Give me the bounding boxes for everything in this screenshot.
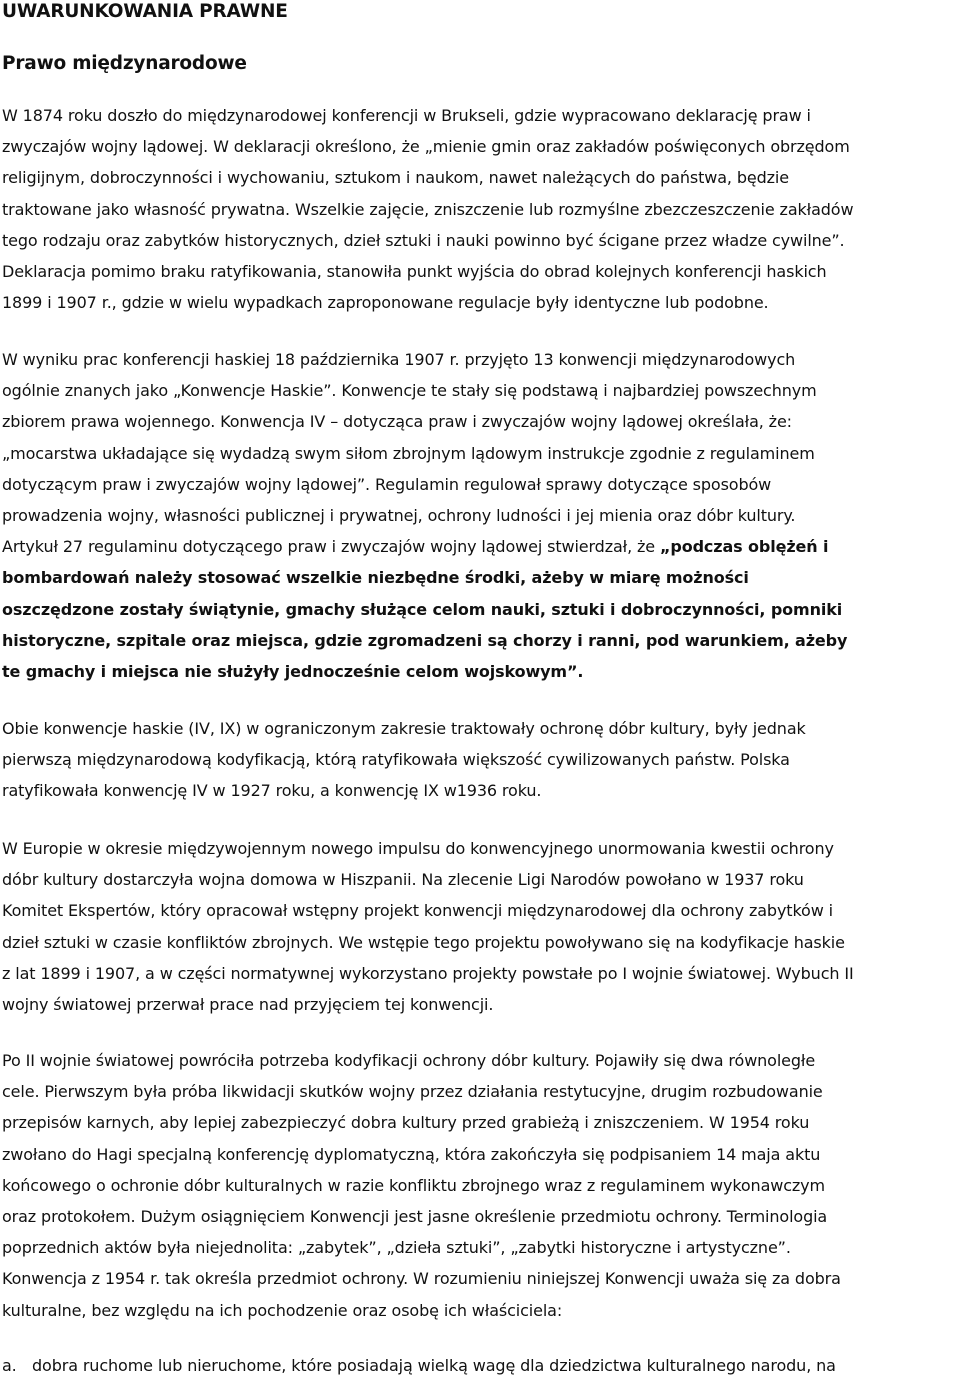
paragraph-interwar-europe bbox=[2, 833, 854, 1020]
paragraph-hague-ratification bbox=[2, 713, 806, 807]
text-line: poprzednich aktów była niejednolita: „zabytek”, „dzieła sztuki”, „zabytki historyczne i artystyczne”. bbox=[2, 1238, 791, 1258]
text-line: traktowane jako własność prywatna. Wszelkie zajęcie, zniszczenie lub rozmyślne zbezczeszczenie zakładów bbox=[2, 199, 854, 219]
bold-quote-line: te gmachy i miejsca nie służyły jednocześnie celom wojskowym”. bbox=[2, 662, 584, 682]
text-line: ogólnie znanych jako „Konwencje Haskie”. Konwencje te stały się podstawą i najbardziej powszechnym bbox=[2, 381, 817, 401]
text-line: ratyfikowała konwencję IV w 1927 roku, a konwencję IX w1936 roku. bbox=[2, 781, 542, 801]
text-line: kulturalne, bez względu na ich pochodzenie oraz osobę ich właściciela: bbox=[2, 1300, 563, 1320]
list-item bbox=[2, 1352, 836, 1380]
paragraph-brussels-declaration bbox=[2, 100, 853, 318]
page-title: UWARUNKOWANIA PRAWNE bbox=[2, 1, 288, 22]
text-line: tego rodzaju oraz zabytków historycznych, dzieł sztuki i nauki powinno być ścigane przez władze cywilne”. bbox=[2, 230, 845, 250]
text-line: Deklaracja pomimo braku ratyfikowania, stanowiła punkt wyjścia do obrad kolejnych konferencji haskich bbox=[2, 262, 827, 282]
bold-quote-start: „podczas oblężeń i bbox=[660, 537, 829, 557]
list-marker: a. bbox=[2, 1356, 17, 1375]
text-line: „mocarstwa układające się wydadzą swym siłom zbrojnym lądowym instrukcje zgodnie z regulaminem bbox=[2, 443, 815, 463]
text-line: W Europie w okresie międzywojennym nowego impulsu do konwencyjnego unormowania kwestii ochrony bbox=[2, 839, 834, 858]
text-line: dotyczącym praw i zwyczajów wojny lądowej”. Regulamin regulował sprawy dotyczące sposobów bbox=[2, 474, 772, 494]
text-line: oraz protokołem. Dużym osiągnięciem Konwencji jest jasne określenie przedmiotu ochrony. Terminologia bbox=[2, 1207, 828, 1227]
paragraph-hague-conventions bbox=[2, 344, 847, 687]
text-line: zwołano do Hagi specjalną konferencję dyplomatyczną, która zakończyła się podpisaniem 14 maja aktu bbox=[2, 1144, 821, 1164]
text-line: przepisów karnych, aby lepiej zabezpieczyć dobra kultury przed grabieżą i zniszczeniem. W 1954 roku bbox=[2, 1113, 810, 1133]
text-line: Komitet Ekspertów, który opracował wstępny projekt konwencji międzynarodowej dla ochrony zabytków i bbox=[2, 901, 833, 921]
text-line: dzieł sztuki w czasie konfliktów zbrojnych. We wstępie tego projektu powoływano się na kodyfikacje haskie bbox=[2, 932, 845, 952]
text-line: W 1874 roku doszło do międzynarodowej konferencji w Brukseli, gdzie wypracowano deklarację praw i bbox=[2, 106, 811, 125]
text-line: z lat 1899 i 1907, a w części normatywnej wykorzystano projekty powstałe po I wojnie światowej. Wybuch II bbox=[2, 963, 854, 983]
text-line: cele. Pierwszym była próba likwidacji skutków wojny przez działania restytucyjne, drugim rozbudowanie bbox=[2, 1082, 823, 1102]
text-run: Artykuł 27 regulaminu dotyczącego praw i zwyczajów wojny lądowej stwierdzał, że bbox=[2, 537, 660, 557]
bold-quote-line: bombardowań należy stosować wszelkie niezbędne środki, ażeby w miarę możności bbox=[2, 568, 749, 588]
text-line: prowadzenia wojny, własności publicznej i prywatnej, ochrony ludności i jej mienia oraz dóbr kultury. bbox=[2, 506, 796, 526]
text-line: Konwencja z 1954 r. tak określa przedmiot ochrony. W rozumieniu niniejszej Konwencji uważa się za dobra bbox=[2, 1269, 841, 1289]
text-line: Obie konwencje haskie (IV, IX) w ograniczonym zakresie traktowały ochronę dóbr kultury, były jednak bbox=[2, 719, 806, 738]
text-line: dóbr kultury dostarczyła wojna domowa w Hiszpanii. Na zlecenie Ligi Narodów powołano w 1937 roku bbox=[2, 870, 804, 890]
text-line: wojny światowej przerwał prace nad przyjęciem tej konwencji. bbox=[2, 995, 494, 1015]
section-title: Prawo międzynarodowe bbox=[2, 53, 247, 74]
text-line: pierwszą międzynarodową kodyfikacją, którą ratyfikowała większość cywilizowanych państw. Polska bbox=[2, 750, 790, 770]
text-line: zbiorem prawa wojennego. Konwencja IV – dotycząca praw i zwyczajów wojny lądowej określała, że: bbox=[2, 412, 792, 432]
list-item-text: dobra ruchome lub nieruchome, które posiadają wielką wagę dla dziedzictwa kulturalnego narodu, na bbox=[32, 1356, 836, 1375]
bold-quote-line: oszczędzone zostały świątynie, gmachy służące celom nauki, sztuki i dobroczynności, pomniki bbox=[2, 599, 843, 619]
bold-quote-line: historyczne, szpitale oraz miejsca, gdzie zgromadzeni są chorzy i ranni, pod warunkiem, ażeby bbox=[2, 630, 848, 650]
text-line: W wyniku prac konferencji haskiej 18 października 1907 r. przyjęto 13 konwencji międzynarodowych bbox=[2, 350, 796, 369]
mixed-text-line bbox=[2, 531, 847, 562]
text-line: zwyczajów wojny lądowej. W deklaracji określono, że „mienie gmin oraz zakładów poświęconych obrzędom bbox=[2, 137, 850, 157]
text-line: końcowego o ochronie dóbr kulturalnych w razie konfliktu zbrojnego wraz z regulaminem wykonawczym bbox=[2, 1175, 826, 1195]
text-line: 1899 i 1907 r., gdzie w wielu wypadkach zaproponowane regulacje były identyczne lub podobne. bbox=[2, 293, 769, 313]
paragraph-post-war-convention bbox=[2, 1045, 841, 1326]
text-line: Po II wojnie światowej powróciła potrzeba kodyfikacji ochrony dóbr kultury. Pojawiły się dwa równoległe bbox=[2, 1051, 816, 1070]
text-line: religijnym, dobroczynności i wychowaniu, sztukom i naukom, nawet należących do państwa, będzie bbox=[2, 168, 789, 188]
